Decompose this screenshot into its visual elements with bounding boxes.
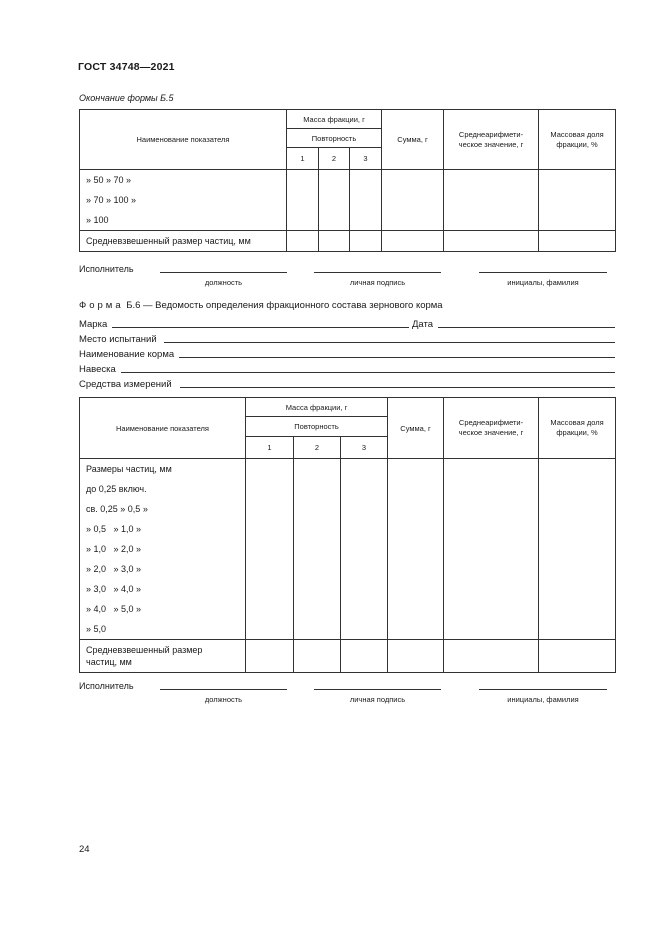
date-field[interactable] (438, 327, 615, 328)
signature-line[interactable] (314, 689, 441, 690)
header-sum: Сумма, г (388, 398, 444, 459)
header-mean-line2: ческое значение, г (458, 139, 524, 149)
table-row: » 100 (80, 210, 287, 231)
header-rep-1: 1 (287, 148, 319, 170)
header-share (539, 110, 616, 170)
table-row: св. 0,25 » 0,5 » (80, 499, 246, 519)
header-rep-1: 1 (246, 437, 294, 459)
name-line[interactable] (479, 689, 607, 690)
fraction-table-b6 (79, 397, 616, 673)
table-row: » 0,5 » 1,0 » (80, 519, 246, 539)
header-share (539, 398, 616, 459)
table-row: » 2,0 » 3,0 » (80, 559, 246, 579)
header-mean (444, 110, 539, 170)
header-share-line2: фракции, % (556, 428, 598, 437)
header-repeat: Повторность (246, 417, 388, 437)
header-indicator: Наименование показателя (80, 398, 246, 459)
table-row: » 1,0 » 2,0 » (80, 539, 246, 559)
summary-row-label: Средневзвешенный размер частиц, мм (80, 231, 287, 252)
sample-field[interactable] (121, 372, 615, 373)
date-label: Дата (412, 319, 434, 330)
table-row: » 3,0 » 4,0 » (80, 579, 246, 599)
table-row: » 5,0 (80, 619, 246, 640)
header-mass: Масса фракции, г (287, 110, 382, 129)
form-title-text: Б.6 — Ведомость определения фракционного состава зернового корма (126, 300, 443, 311)
summary-line2: частиц, мм (86, 657, 132, 667)
position-line[interactable] (160, 272, 287, 273)
header-mean (444, 398, 539, 459)
performer-label: Исполнитель (79, 264, 134, 274)
summary-row-label (80, 640, 246, 673)
instruments-field[interactable] (180, 387, 615, 388)
instruments-label: Средства измерений (79, 379, 172, 390)
summary-line1: Средневзвешенный размер (86, 645, 203, 655)
feed-name-label: Наименование корма (79, 349, 175, 360)
position-caption: должность (204, 695, 243, 704)
header-share-line2: фракции, % (556, 139, 598, 149)
header-indicator: Наименование показателя (80, 110, 287, 170)
place-field[interactable] (164, 342, 615, 343)
header-mean-line1: Среднеарифмети- (458, 129, 524, 139)
table-row: » 4,0 » 5,0 » (80, 599, 246, 619)
header-share-line1: Массовая доля (550, 418, 604, 427)
fraction-table-b5 (79, 109, 616, 252)
form-prefix: Форма (79, 300, 124, 311)
brand-field[interactable] (112, 327, 409, 328)
place-label: Место испытаний (79, 334, 157, 345)
header-rep-2: 2 (319, 148, 350, 170)
table-row: до 0,25 включ. (80, 479, 246, 499)
signature-caption: личная подпись (349, 695, 406, 704)
name-caption: инициалы, фамилия (507, 278, 579, 287)
position-caption: должность (204, 278, 243, 287)
brand-label: Марка (79, 319, 108, 330)
header-mean-line2: ческое значение, г (458, 428, 524, 437)
sample-label: Навеска (79, 364, 116, 375)
table-row: » 50 » 70 » (80, 170, 287, 191)
document-code: ГОСТ 34748—2021 (78, 61, 175, 73)
signature-caption: личная подпись (349, 278, 406, 287)
table-row: » 70 » 100 » (80, 190, 287, 210)
header-rep-2: 2 (294, 437, 341, 459)
header-rep-3: 3 (350, 148, 382, 170)
performer-label: Исполнитель (79, 681, 134, 691)
signature-line[interactable] (314, 272, 441, 273)
page-number: 24 (79, 844, 90, 855)
feed-name-field[interactable] (179, 357, 615, 358)
header-repeat: Повторность (287, 129, 382, 148)
continuation-caption: Окончание формы Б.5 (79, 93, 174, 103)
table-row: Размеры частиц, мм (80, 459, 246, 480)
header-share-line1: Массовая доля (550, 129, 604, 139)
header-mean-line1: Среднеарифмети- (458, 418, 524, 427)
header-mass: Масса фракции, г (246, 398, 388, 417)
name-caption: инициалы, фамилия (507, 695, 579, 704)
header-sum: Сумма, г (382, 110, 444, 170)
position-line[interactable] (160, 689, 287, 690)
form-b6-title (79, 300, 443, 311)
name-line[interactable] (479, 272, 607, 273)
header-rep-3: 3 (341, 437, 388, 459)
